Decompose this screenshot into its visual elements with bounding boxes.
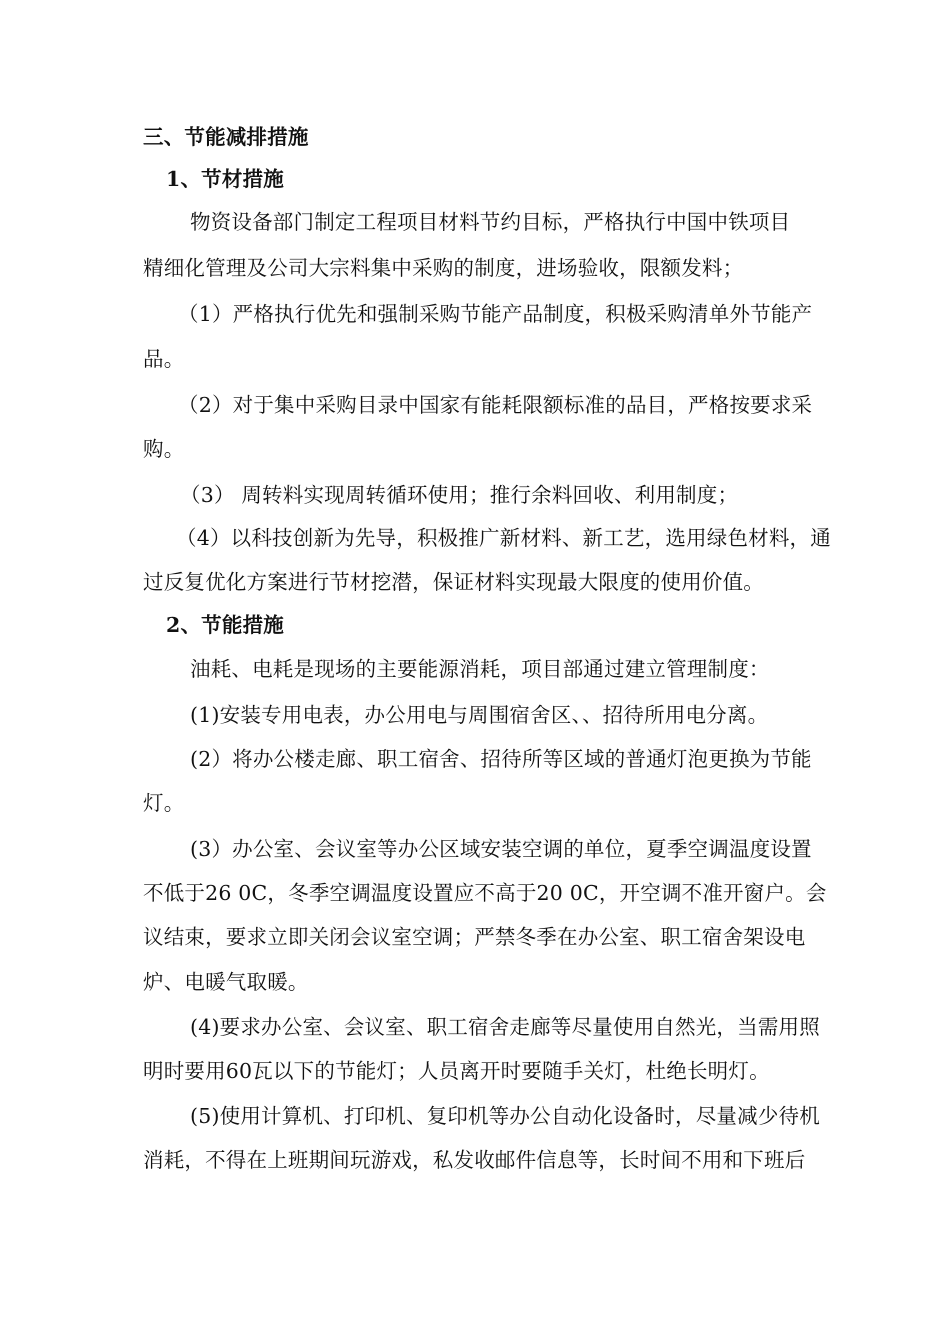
- paragraph-line: (3）办公室、会议室等办公区域安装空调的单位，夏季空调温度设置: [190, 837, 812, 861]
- paragraph-line: (1)安装专用电表，办公用电与周围宿舍区、、招待所用电分离。: [190, 703, 769, 727]
- paragraph-line: 购。: [143, 437, 185, 461]
- paragraph-line: 不低于26 0C，冬季空调温度设置应不高于20 0C，开空调不准开窗户。会: [143, 881, 827, 905]
- paragraph-line: 精细化管理及公司大宗料集中采购的制度，进场验收，限额发料；: [143, 256, 744, 280]
- paragraph-line: （2）对于集中采购目录中国家有能耗限额标准的品目，严格按要求采: [178, 393, 813, 417]
- paragraph-line: 炉、电暖气取暖。: [143, 970, 309, 994]
- paragraph-line: 明时要用60瓦以下的节能灯；人员离开时要随手关灯，杜绝长明灯。: [143, 1059, 770, 1083]
- paragraph-line: 品。: [143, 347, 185, 371]
- subsection-heading-energy: 2、节能措施: [166, 613, 284, 637]
- paragraph-line: （1）严格执行优先和强制采购节能产品制度，积极采购清单外节能产: [178, 302, 813, 326]
- section-heading: 三、节能减排措施: [143, 125, 309, 149]
- paragraph-line: 油耗、电耗是现场的主要能源消耗，项目部通过建立管理制度：: [190, 657, 770, 681]
- paragraph-line: 议结束，要求立即关闭会议室空调；严禁冬季在办公室、职工宿舍架设电: [143, 925, 806, 949]
- subsection-heading-materials: 1、节材措施: [166, 167, 284, 191]
- paragraph-line: 消耗，不得在上班期间玩游戏，私发收邮件信息等，长时间不用和下班后: [143, 1148, 806, 1172]
- paragraph-line: （3） 周转料实现周转循环使用；推行余料回收、利用制度；: [180, 483, 739, 507]
- paragraph-line: （4）以科技创新为先导，积极推广新材料、新工艺，选用绿色材料，通: [176, 526, 831, 550]
- paragraph-line: (5)使用计算机、打印机、复印机等办公自动化设备时，尽量减少待机: [190, 1104, 820, 1128]
- paragraph-line: 过反复优化方案进行节材挖潜，保证材料实现最大限度的使用价值。: [143, 570, 764, 594]
- paragraph-line: 灯。: [143, 791, 185, 815]
- paragraph-line: 物资设备部门制定工程项目材料节约目标，严格执行中国中铁项目: [190, 210, 791, 234]
- paragraph-line: (4)要求办公室、会议室、职工宿舍走廊等尽量使用自然光，当需用照: [190, 1015, 820, 1039]
- paragraph-line: (2）将办公楼走廊、职工宿舍、招待所等区域的普通灯泡更换为节能: [190, 747, 812, 771]
